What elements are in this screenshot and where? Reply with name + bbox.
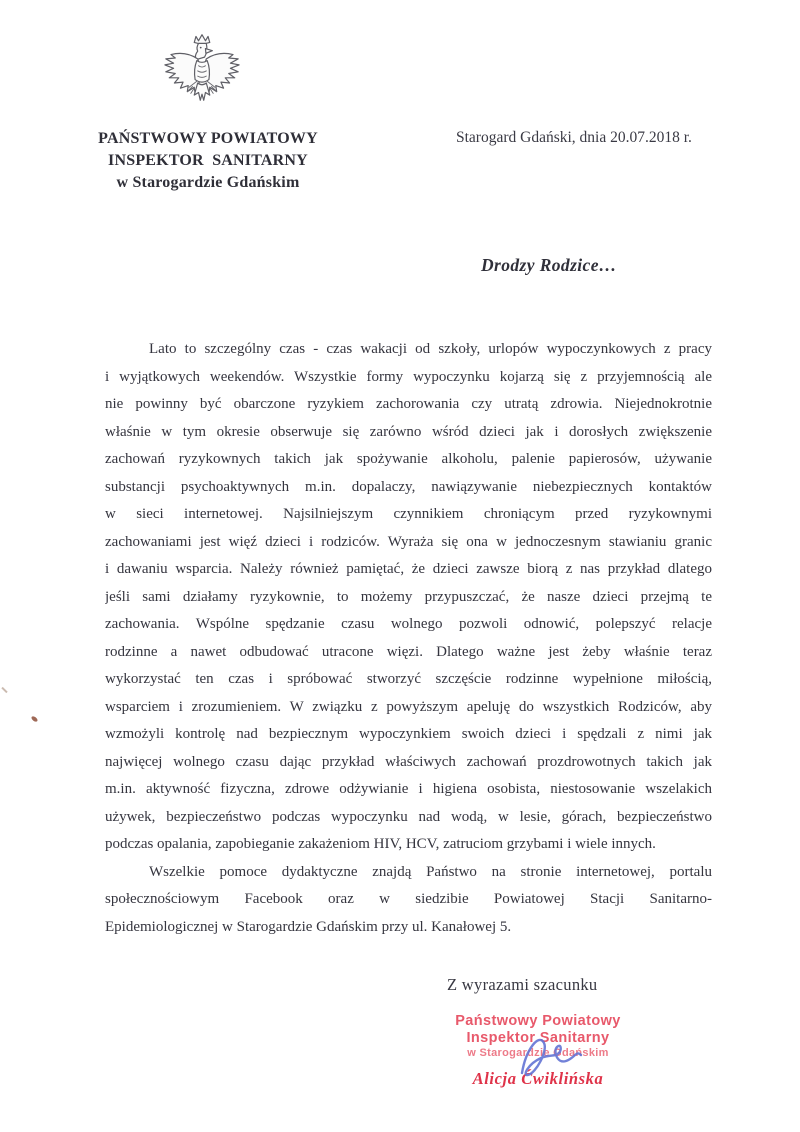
closing-phrase: Z wyrazami szacunku	[447, 975, 598, 994]
scan-speck	[31, 715, 39, 722]
body-line: Lato to szczególny czas - czas wakacji od szkoły, urlopów wypoczynkowych z pracy	[149, 341, 712, 357]
body-line: najwięcej wolnego czasu dając przykład właściwych zachowań prozdrowotnych takich jak	[105, 753, 712, 770]
stamp-line-2: Inspektor Sanitarny	[466, 1030, 610, 1046]
stamp-line-3: w Starogardzie Gdańskim	[467, 1047, 609, 1059]
body-line: właśnie w tym okresie obserwuje się zarówno wśród dzieci jak i dorosłych zwiększenie	[105, 423, 712, 440]
paragraph-2	[105, 859, 712, 942]
body-line: rodzinne a nawet odbudować utracone więzi. Dlatego ważne jest żeby właśnie teraz	[105, 643, 712, 660]
body-line: używek, bezpieczeństwo podczas wypoczynku nad wodą, w lesie, górach, bezpieczeństwo	[105, 808, 712, 825]
paragraph-1	[105, 336, 712, 859]
body-line: zachowań ryzykownych takich jak spożywanie alkoholu, palenie papierosów, używanie	[105, 451, 712, 467]
place-and-date: Starogard Gdański, dnia 20.07.2018 r.	[456, 129, 692, 146]
body-line: w sieci internetowej. Najsilniejszym czynnikiem chroniącym przed ryzykownymi	[105, 506, 712, 522]
scan-edge-mark	[1, 687, 7, 693]
institution-line-2: INSPEKTOR SANITARNY	[108, 152, 308, 169]
body-line: zachowaniami jest więź dzieci i rodziców. Wyraża się ona w jednoczesnym stawianiu granic	[105, 533, 712, 550]
handwritten-signature-icon	[512, 1025, 600, 1089]
body-line: Wszelkie pomoce dydaktyczne znajdą Państwo na stronie internetowej, portalu	[149, 863, 712, 880]
body-line: wykorzystać ten czas i spróbować stworzyć szczęście rodzinne wypełnione miłością,	[105, 671, 712, 687]
sender-institution-block	[98, 128, 318, 194]
body-line: wsparciem i zrozumieniem. W związku z powyższym apeluję do wszystkich Rodziców, aby	[105, 698, 712, 715]
inspector-name: Alicja Ćwiklińska	[472, 1069, 604, 1088]
body-line: m.in. aktywność fizyczna, zdrowe odżywianie i higiena osobista, niestosowanie wszelakich	[105, 781, 712, 797]
body-line: wzmożyli kontrolę nad bezpiecznym wypoczynkiem swoich dzieci i spędzali z nimi jak	[105, 726, 712, 742]
body-line: Epidemiologicznej w Starogardzie Gdańskim przy ul. Kanałowej 5.	[105, 918, 512, 935]
body-line: zachowania. Wspólne spędzanie czasu wolnego pozwoli odnowić, polepszyć relacje	[105, 616, 712, 632]
polish-eagle-emblem-icon	[158, 33, 246, 133]
stamp-line-1: Państwowy Powiatowy	[455, 1013, 621, 1029]
body-line: nie powinny być obarczone ryzykiem zachorowania czy utratą zdrowia. Niejednokrotnie	[105, 396, 712, 412]
institution-line-1: PAŃSTWOWY POWIATOWY	[98, 130, 318, 147]
body-line: substancji psychoaktywnych m.in. dopalaczy, nawiązywanie niebezpiecznych kontaktów	[105, 478, 712, 495]
body-line: społecznościowym Facebook oraz w siedzibie Powiatowej Stacji Sanitarno-	[105, 891, 712, 907]
letter-body	[105, 336, 712, 941]
body-line: i wyjątkowych weekendów. Wszystkie formy wypoczynku kojarzą się z przyjemnością ale	[105, 368, 712, 385]
salutation: Drodzy Rodzice…	[481, 255, 617, 275]
body-line: podczas opalania, zapobieganie zakażeniom HIV, HCV, zatruciom grzybami i wiele innych.	[105, 836, 656, 852]
institution-line-3: w Starogardzie Gdańskim	[116, 174, 300, 191]
body-line: jeśli sami działamy ryzykownie, to możemy przypuszczać, że nasze dzieci przejmą te	[105, 588, 712, 605]
body-line: i dawaniu wsparcia. Należy również pamiętać, że dzieci zawsze biorą z nas przykład dlatego	[105, 561, 712, 577]
